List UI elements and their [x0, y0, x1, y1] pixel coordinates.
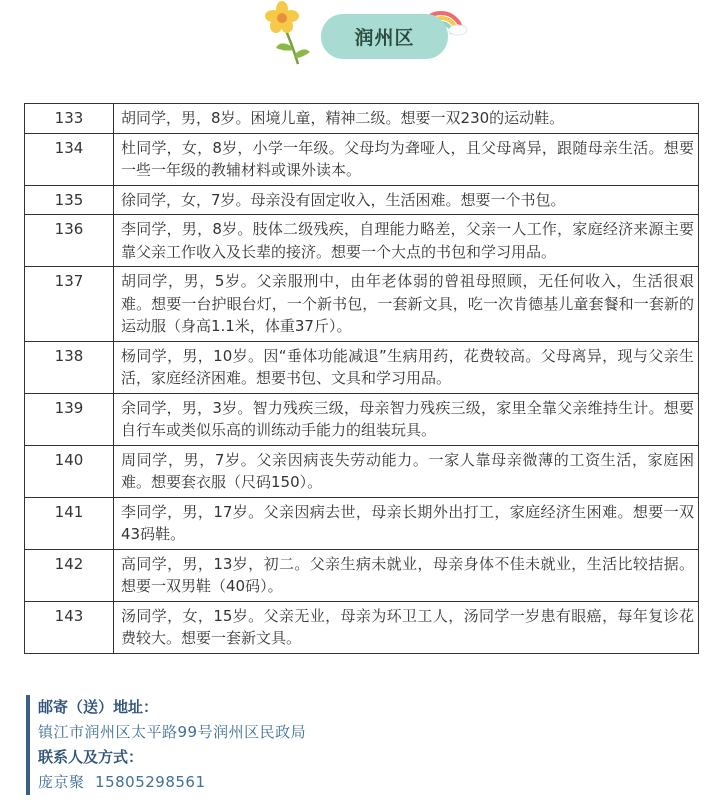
table-row [25, 393, 699, 445]
table-row [25, 497, 699, 549]
row-description: 余同学，男，3岁。智力残疾三级，母亲智力残疾三级，家里全靠父亲维持生计。想要自行车或类似乐高的训练动手能力的组装玩具。 [114, 393, 699, 445]
wish-table [24, 103, 699, 654]
row-description: 李同学，男，17岁。父亲因病去世，母亲长期外出打工，家庭经济生困难。想要一双43码鞋。 [114, 497, 699, 549]
row-description: 杨同学，男，10岁。因“垂体功能减退”生病用药，花费较高。父母离异，现与父亲生活，家庭经济困难。想要书包、文具和学习用品。 [114, 341, 699, 393]
table-row [25, 445, 699, 497]
district-title-badge [321, 14, 448, 59]
address-label: 邮寄（送）地址： [38, 698, 159, 716]
table-row [25, 185, 699, 215]
contact-person-value: 庞京聚 15805298561 [38, 773, 206, 791]
flower-icon [258, 0, 318, 66]
table-row [25, 341, 699, 393]
row-number: 140 [25, 445, 114, 497]
row-number: 142 [25, 549, 114, 601]
row-number: 139 [25, 393, 114, 445]
table-row [25, 215, 699, 267]
table-row [25, 133, 699, 185]
row-number: 137 [25, 267, 114, 342]
table-row [25, 601, 699, 653]
row-description: 李同学，男，8岁。肢体二级残疾，自理能力略差，父亲一人工作，家庭经济来源主要靠父亲工作收入及长辈的接济。想要一个大点的书包和学习用品。 [114, 215, 699, 267]
row-number: 143 [25, 601, 114, 653]
row-number: 136 [25, 215, 114, 267]
row-number: 133 [25, 104, 114, 134]
row-number: 141 [25, 497, 114, 549]
row-description: 胡同学，男，5岁。父亲服刑中，由年老体弱的曾祖母照顾，无任何收入，生活很艰难。想要一台护眼台灯，一个新书包，一套新文具，吃一次肯德基儿童套餐和一套新的运动服（身高1.1米，体重37斤）。 [114, 267, 699, 342]
table-row [25, 549, 699, 601]
table-row [25, 104, 699, 134]
row-description: 周同学，男，7岁。父亲因病丧失劳动能力。一家人靠母亲微薄的工资生活，家庭困难。想要套衣服（尺码150）。 [114, 445, 699, 497]
row-description: 胡同学，男，8岁。困境儿童，精神二级。想要一双230的运动鞋。 [114, 104, 699, 134]
district-title: 润州区 [354, 27, 415, 49]
row-number: 134 [25, 133, 114, 185]
row-description: 高同学，男，13岁，初二。父亲生病未就业，母亲身体不佳未就业，生活比较拮据。想要一双男鞋（40码）。 [114, 549, 699, 601]
row-number: 135 [25, 185, 114, 215]
row-description: 杜同学，女，8岁，小学一年级。父母均为聋哑人，且父母离异，跟随母亲生活。想要一些一年级的教辅材料或课外读本。 [114, 133, 699, 185]
row-description: 汤同学，女，15岁。父亲无业，母亲为环卫工人，汤同学一岁患有眼癌，每年复诊花费较大。想要一套新文具。 [114, 601, 699, 653]
address-value: 镇江市润州区太平路99号润州区民政局 [38, 723, 307, 741]
contact-block [26, 695, 698, 795]
table-row [25, 267, 699, 342]
row-description: 徐同学，女，7岁。母亲没有固定收入，生活困难。想要一个书包。 [114, 185, 699, 215]
header-banner [0, 0, 725, 100]
row-number: 138 [25, 341, 114, 393]
contact-person-label: 联系人及方式： [38, 748, 144, 766]
